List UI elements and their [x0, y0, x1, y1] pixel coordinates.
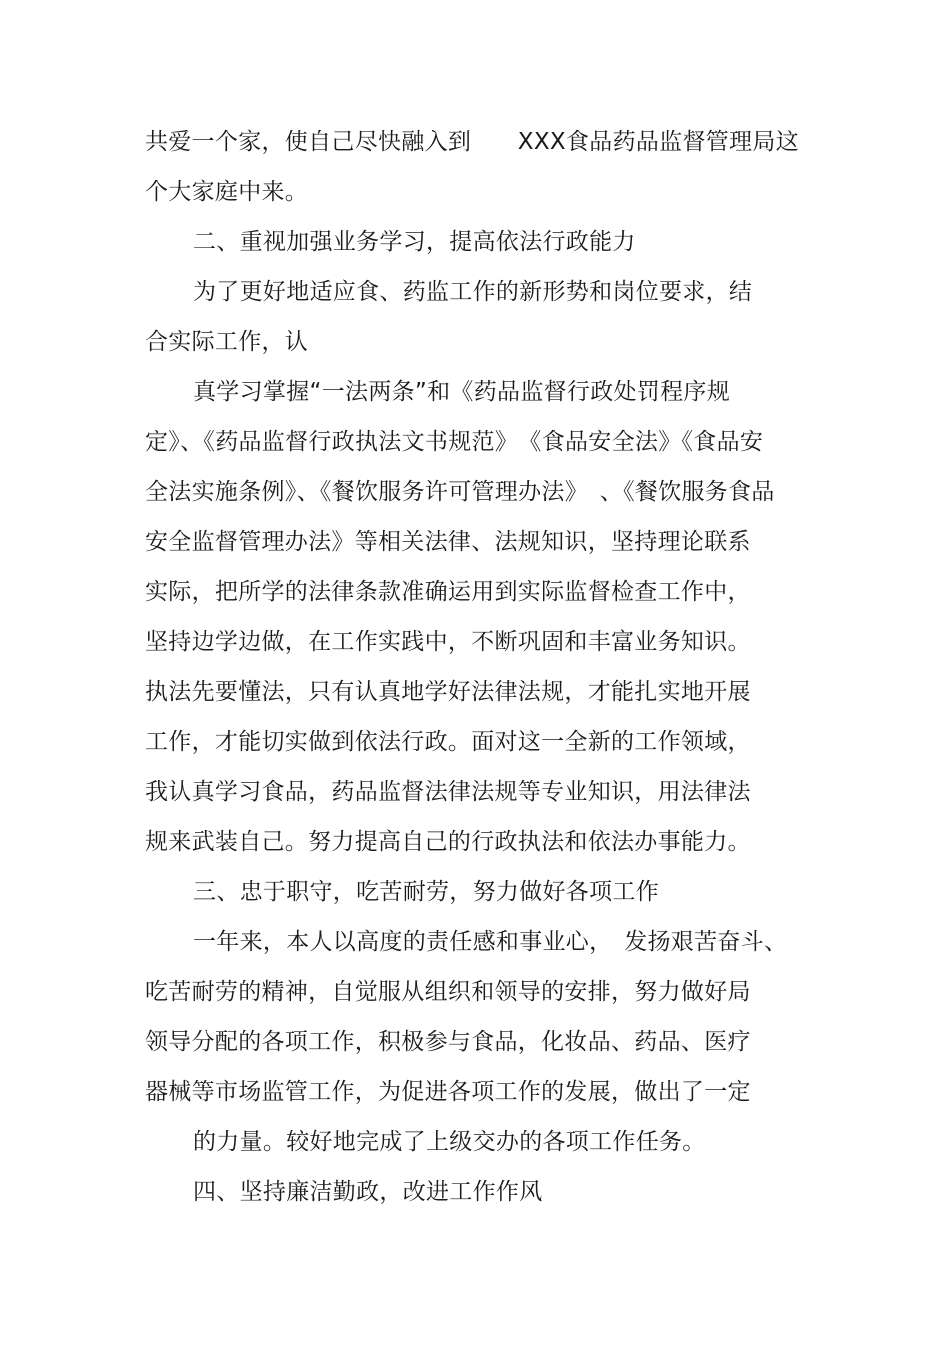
text-line: 定》、《药品监督行政执法文书规范》 《食品安全法》《食品安 — [145, 429, 764, 455]
text-line: 的力量。较好地完成了上级交办的各项工作任务。 — [193, 1129, 706, 1155]
section-heading: 四、坚持廉洁勤政，改进工作作风 — [193, 1179, 543, 1205]
text-line: 共爱一个家，使自己尽快融入到 XXX食品药品监督管理局这 — [145, 129, 799, 155]
text-line: 领导分配的各项工作，积极参与食品，化妆品、药品、医疗 — [145, 1029, 751, 1055]
text-line: 吃苦耐劳的精神，自觉服从组织和领导的安排，努力做好局 — [145, 979, 751, 1005]
section-heading: 二、重视加强业务学习，提高依法行政能力 — [193, 229, 636, 255]
text-line: 工作，才能切实做到依法行政。面对这一全新的工作领域， — [145, 729, 751, 755]
text-line: 安全监督管理办法》等相关法律、法规知识，坚持理论联系 — [145, 529, 751, 555]
text-line: 一年来，本人以高度的责任感和事业心， 发扬艰苦奋斗、 — [193, 929, 788, 955]
text-line: 规来武装自己。努力提高自己的行政执法和依法办事能力。 — [145, 829, 751, 855]
text-line: 坚持边学边做，在工作实践中，不断巩固和丰富业务知识。 — [145, 629, 751, 655]
section-heading: 三、忠于职守，吃苦耐劳，努力做好各项工作 — [193, 879, 659, 905]
text-line: 个大家庭中来。 — [145, 179, 309, 205]
text-line: 真学习掌握“一法两条”和《药品监督行政处罚程序规 — [193, 379, 731, 405]
text-line: 为了更好地适应食、药监工作的新形势和岗位要求，结 — [193, 279, 753, 305]
text-line: 我认真学习食品，药品监督法律法规等专业知识，用法律法 — [145, 779, 751, 805]
text-line: 器械等市场监管工作，为促进各项工作的发展，做出了一定 — [145, 1079, 751, 1105]
text-line: 执法先要懂法，只有认真地学好法律法规，才能扎实地开展 — [145, 679, 751, 705]
text-line: 实际，把所学的法律条款准确运用到实际监督检查工作中， — [145, 579, 751, 605]
text-line: 合实际工作，认 — [145, 329, 309, 355]
text-line: 全法实施条例》、《餐饮服务许可管理办法》 、《餐饮服务食品 — [145, 479, 775, 505]
